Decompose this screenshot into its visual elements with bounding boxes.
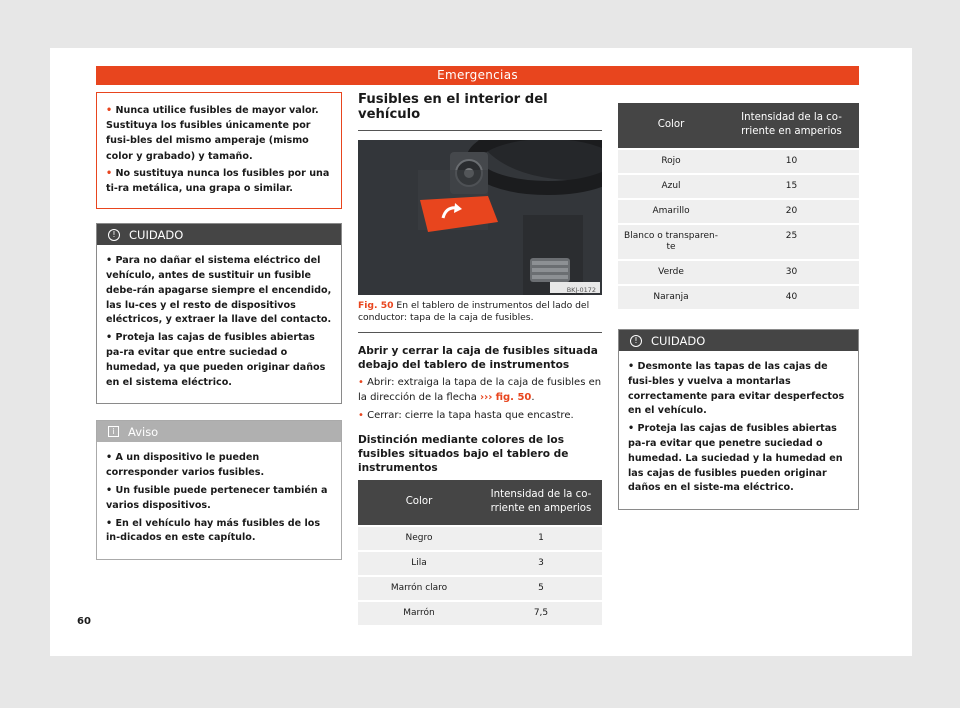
figure-caption: Fig. 50 En el tablero de instrumentos del lado del conductor: tapa de la caja de fusibles. xyxy=(358,300,602,333)
warning-item: • Nunca utilice fusibles de mayor valor. Sustituya los fusibles únicamente por fusi-bles del mismo amperaje (mismo color y grabado) y tamaño. xyxy=(106,105,319,162)
fuse-table-2 xyxy=(618,101,859,311)
fuse-table-1 xyxy=(358,478,602,627)
col-header-amp: Intensidad de la co-rriente en amperios xyxy=(724,103,859,148)
cuidado-box xyxy=(96,223,342,404)
subtitle-open-close: Abrir y cerrar la caja de fusibles situada debajo del tablero de instrumentos xyxy=(358,345,598,371)
cuidado-item: • Proteja las cajas de fusibles abiertas pa-ra evitar que entre suciedad o humedad, ya que pueden originar daños en el sistema eléctrico. xyxy=(106,332,326,388)
column-right xyxy=(618,101,859,510)
dashboard-illustration xyxy=(358,140,602,295)
warning-box xyxy=(96,92,342,209)
table-row: Naranja 40 xyxy=(618,286,859,309)
page-number: 60 xyxy=(77,616,91,627)
aviso-box xyxy=(96,420,342,560)
section-title: Fusibles en el interior del vehículo xyxy=(358,92,602,131)
aviso-item: • En el vehículo hay más fusibles de los in-dicados en este capítulo. xyxy=(106,517,321,544)
table-row: Negro 1 xyxy=(358,527,602,550)
subtitle-colors: Distinción mediante colores de los fusibles situados bajo el tablero de instrumentos xyxy=(358,433,569,474)
caution-icon: ! xyxy=(630,335,642,347)
info-icon: i xyxy=(108,426,119,437)
col-header-color: Color xyxy=(618,103,724,148)
aviso-item: • A un dispositivo le pueden corresponder varios fusibles. xyxy=(106,452,265,479)
cuidado-box-2 xyxy=(618,329,859,510)
table-row: Marrón 7,5 xyxy=(358,602,602,625)
column-left xyxy=(96,92,342,560)
cuidado-item: • Proteja las cajas de fusibles abiertas pa-ra evitar que penetre suciedad o humedad. La suciedad y la humedad en las cajas de fusibles pueden originar daños en el siste-ma eléctrico. xyxy=(628,423,843,494)
cuidado-item: • Desmonte las tapas de las cajas de fusi-bles y vuelva a montarlas correctamente para evitar desperfectos en el vehículo. xyxy=(628,361,845,417)
cuidado-header: ! CUIDADO xyxy=(97,224,341,245)
warning-item: • No sustituya nunca los fusibles por una ti-ra metálica, una grapa o similar. xyxy=(106,167,330,195)
table-row: Lila 3 xyxy=(358,552,602,575)
aviso-item: • Un fusible puede pertenecer también a varios dispositivos. xyxy=(106,484,328,511)
caution-icon: ! xyxy=(108,229,120,241)
cuidado-item: • Para no dañar el sistema eléctrico del vehículo, antes de sustituir un fusible debe-rán apagarse siempre el encendido, las lu-ces y el resto de dispositivos eléctricos, y extraer la llave del contacto. xyxy=(106,255,332,326)
table-row: Marrón claro 5 xyxy=(358,577,602,600)
step-close: • Cerrar: cierre la tapa hasta que encastre. xyxy=(358,410,574,421)
col-header-amp: Intensidad de la co-rriente en amperios xyxy=(480,480,602,525)
step-open: • Abrir: extraiga la tapa de la caja de fusibles en la dirección de la flecha ››› fig. 50. xyxy=(358,377,602,403)
table-row: Rojo 10 xyxy=(618,150,859,173)
aviso-header: i Aviso xyxy=(97,421,341,442)
table-row: Blanco o transparen-te 25 xyxy=(618,225,859,259)
table-row: Amarillo 20 xyxy=(618,200,859,223)
figure-code: BKJ-0172 xyxy=(566,286,596,294)
chapter-header: Emergencias xyxy=(96,66,859,85)
col-header-color: Color xyxy=(358,480,480,525)
table-row: Azul 15 xyxy=(618,175,859,198)
figure-link[interactable]: fig. 50 xyxy=(495,391,532,403)
cuidado-header: ! CUIDADO xyxy=(619,330,858,351)
figure-ref-arrows: ››› xyxy=(480,391,493,403)
column-middle xyxy=(358,92,602,627)
table-row: Verde 30 xyxy=(618,261,859,284)
fuse-box-figure xyxy=(358,140,602,295)
